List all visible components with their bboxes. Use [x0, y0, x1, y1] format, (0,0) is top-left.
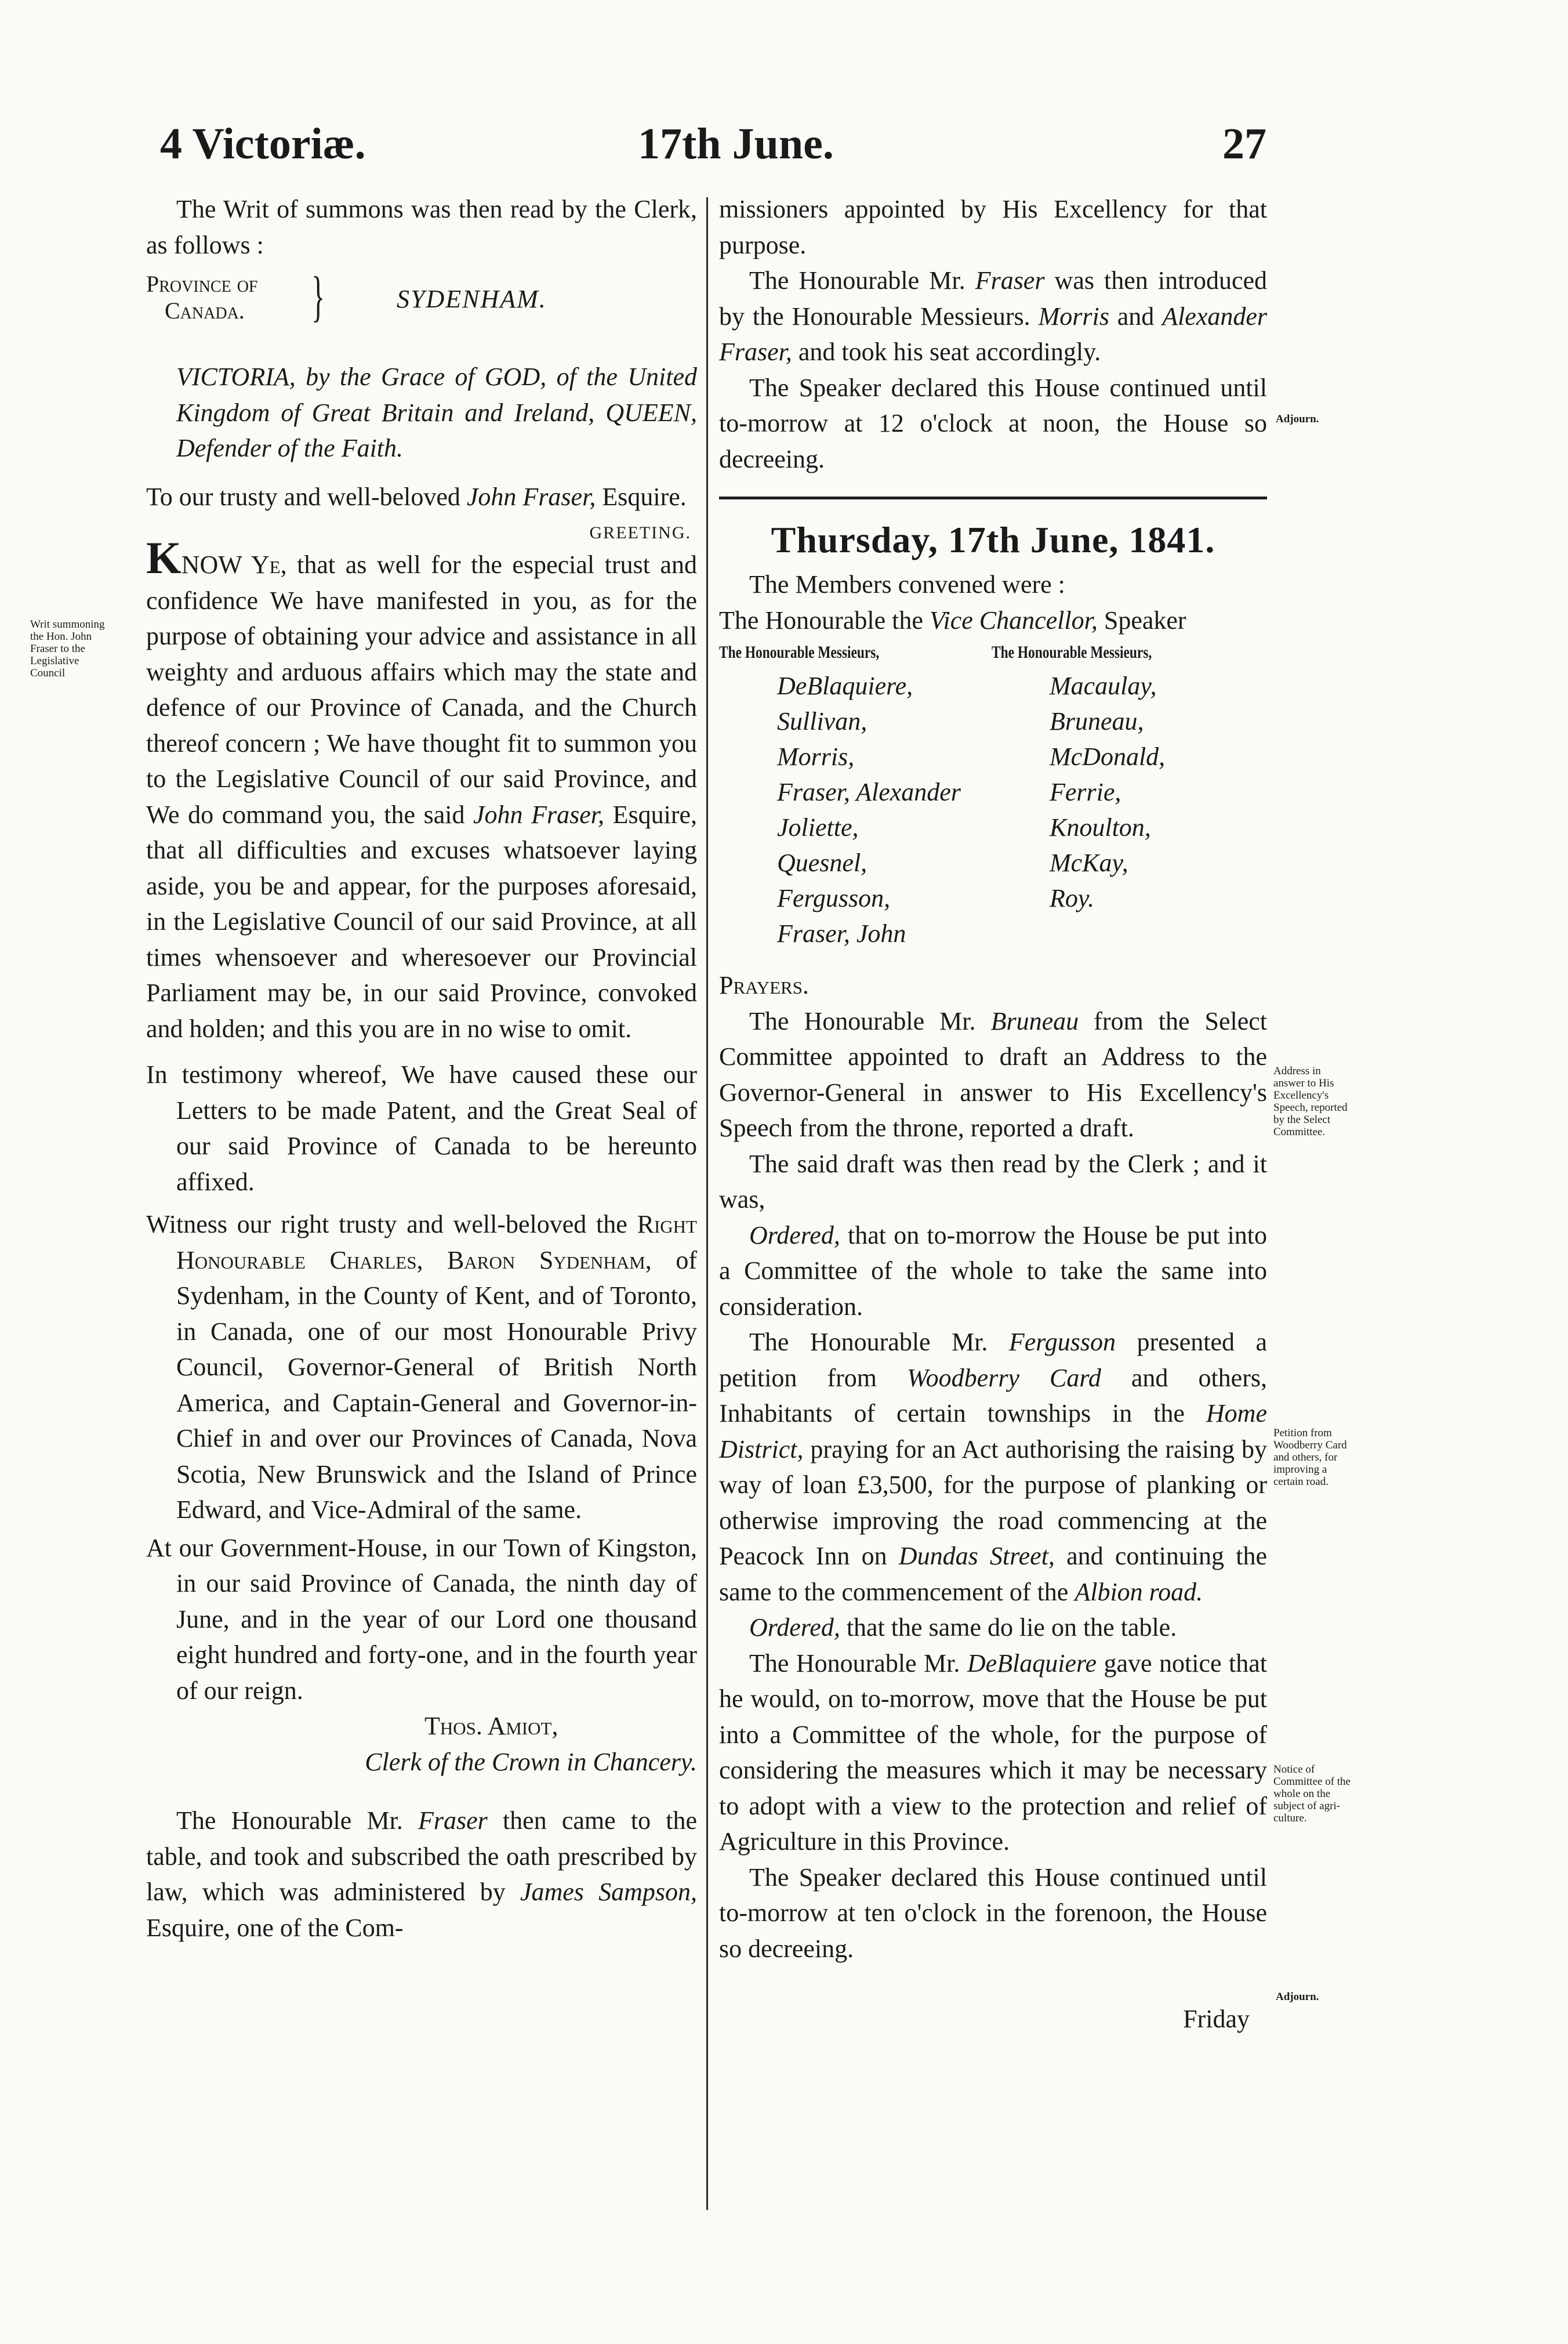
- left-column: [146, 191, 697, 1946]
- members-col-left: [777, 668, 961, 951]
- petition-paragraph: The Honourable Mr. Fergusson presented a petition from Woodberry Card and others, Inhabitants of certain townships in the Home District, praying for an Act authorising the raising by way of loan £3,500, for the purpose of planking or otherwise improving the road commencing at the Peacock Inn on Dundas Street, and continuing the same to the commencement of the Albion road.: [719, 1328, 1268, 1606]
- running-head-left: 4 Victoriæ.: [160, 119, 366, 168]
- running-head-date: 17th June.: [638, 119, 834, 168]
- members-list: [719, 638, 1267, 963]
- section-rule: [719, 497, 1267, 499]
- greeting: GREETING.: [589, 523, 691, 542]
- member-name: Macaulay,: [1050, 672, 1157, 700]
- catchword: Friday: [1183, 2005, 1250, 2033]
- member-name: Morris,: [777, 742, 855, 771]
- addressee-name: John Fraser,: [466, 482, 596, 511]
- member-name: Knoulton,: [1050, 813, 1151, 842]
- margin-note-writ: Writ summoning the Hon. John Fraser to the Legislative Council: [30, 618, 105, 679]
- oath-paragraph: The Honourable Mr. Fraser then came to the table, and took and subscribed the oath prescribed by law, which was administered by James Sampson, Esquire, one of the Com-: [146, 1806, 698, 1942]
- member-name: Joliette,: [777, 813, 859, 842]
- province-label: Province of Canada.: [146, 271, 258, 324]
- adjournment-paragraph-2: The Speaker declared this House continued until to-morrow at ten o'clock in the forenoon, the House so decreeing.: [719, 1863, 1267, 1963]
- members-head-right: The Honourable Messieurs,: [992, 643, 1152, 662]
- prayers: Prayers.: [719, 971, 809, 999]
- writ-intro: The Writ of summons was then read by the Clerk, as follows :: [146, 195, 697, 259]
- member-name: Fraser, Alexander: [777, 778, 961, 806]
- member-name: McKay,: [1050, 849, 1128, 877]
- margin-note-adjourn-1: Adjourn.: [1276, 413, 1319, 425]
- government-house-clause: At our Government-House, in our Town of Kingston, in our said Province of Canada, the ninth day of June, and in the year of our Lord one thousand eight hundred and forty-one, and in the fourth year of our reign.: [146, 1533, 697, 1705]
- victoria-style: VICTORIA, by the Grace of GOD, of the United Kingdom of Great Britain and Ireland, QUEEN, Defender of the Faith.: [176, 363, 697, 462]
- witness-clause: Witness our right trusty and well-beloved the Right Honourable Charles, Baron Sydenham, of Sydenham, in the County of Kent, and of Toronto, in Canada, one of our most Honourable Privy Council, Governor-General of British North America, and Captain-General and Governor-in-Chief in and over our Provinces of Canada, Nova Scotia, New Brunswick and the Island of Prince Edward, and Vice-Admiral of the same.: [146, 1210, 697, 1524]
- member-name: McDonald,: [1050, 742, 1166, 771]
- sitting-date-heading: Thursday, 17th June, 1841.: [771, 519, 1215, 560]
- margin-note-adjourn-2: Adjourn.: [1276, 1991, 1319, 2003]
- commissioners-continued: missioners appointed by His Excellency for that purpose.: [719, 195, 1267, 259]
- testimony-clause: In testimony whereof, We have caused these our Letters to be made Patent, and the Great Seal of our said Province of Canada to be hereunto affixed.: [146, 1060, 697, 1196]
- member-name: Roy.: [1050, 884, 1094, 912]
- introduction-paragraph: The Honourable Mr. Fraser was then introduced by the Honourable Messieurs. Morris and Alexander Fraser, and took his seat accordingly.: [719, 266, 1268, 366]
- page-number: 27: [1222, 119, 1266, 168]
- members-col-right: [1050, 668, 1165, 916]
- members-convened: The Members convened were :: [749, 570, 1065, 599]
- draft-read-paragraph: The said draft was then read by the Clerk ; and it was,: [719, 1149, 1267, 1213]
- ordered-committee-paragraph: Ordered, that on to-morrow the House be put into a Committee of the whole to take the same into consideration.: [719, 1220, 1267, 1321]
- speaker-line: The Honourable the Vice Chancellor, Speaker: [719, 606, 1186, 635]
- adjournment-paragraph-1: The Speaker declared this House continued until to-morrow at 12 o'clock at noon, the House so decreeing.: [719, 373, 1267, 473]
- ordered-table-paragraph: Ordered, that the same do lie on the table.: [749, 1613, 1177, 1642]
- governor-signatory: SYDENHAM.: [397, 285, 547, 313]
- signatory-title: Clerk of the Crown in Chancery.: [365, 1747, 697, 1776]
- know-ye-paragraph: KNOW Ye, that as well for the especial trust and confidence We have manifested in you, as for the purpose of obtaining your advice and assistance in all weighty and arduous affairs which may the state and defence of our Province of Canada, and the Church thereof concern ; We have thought fit to summon you to the Legislative Council of our said Province, and We do command you, the said John Fraser, Esquire, that all difficulties and excuses whatsoever laying aside, you be and appear, for the purposes aforesaid, in the Legislative Council of our said Province, at all times whensoever and wheresoever our Provincial Parliament may be, in our said Province, convoked and holden; and this you are in no wise to omit.: [146, 532, 697, 1043]
- drop-initial: K: [146, 532, 182, 583]
- member-name: Ferrie,: [1050, 778, 1121, 806]
- member-name: Fraser, John: [777, 919, 906, 948]
- right-column: [719, 191, 1267, 2037]
- notice-paragraph: The Honourable Mr. DeBlaquiere gave notice that he would, on to-morrow, move that the House be put into a Committee of the whole, for the purpose of considering the measures which it may be necessary to adopt with a view to the protection and relief of Agriculture in this Province.: [719, 1649, 1268, 1856]
- province-block: [146, 265, 697, 358]
- signatory-amiot: Thos. Amiot,: [424, 1712, 558, 1740]
- margin-note-petition: Petition from Woodberry Card and others, for improving a certain road.: [1273, 1427, 1347, 1488]
- member-name: Sullivan,: [777, 707, 868, 736]
- column-divider: [706, 197, 708, 2210]
- member-name: Fergusson,: [777, 884, 891, 912]
- member-name: DeBlaquiere,: [777, 672, 913, 700]
- margin-note-address: Address in answer to His Excellency's Speech, reported by the Select Committee.: [1273, 1065, 1348, 1138]
- brace-icon: }: [311, 265, 325, 327]
- margin-note-notice: Notice of Committee of the whole on the subject of agri- culture.: [1273, 1763, 1351, 1824]
- addressee: To our trusty and well-beloved John Fraser, Esquire.: [146, 482, 687, 511]
- members-head-left: The Honourable Messieurs,: [719, 643, 880, 662]
- address-report-paragraph: The Honourable Mr. Bruneau from the Select Committee appointed to draft an Address to the Governor-General in answer to His Excellency's Speech from the throne, reported a draft.: [719, 1006, 1268, 1142]
- member-name: Quesnel,: [777, 849, 868, 877]
- member-name: Bruneau,: [1050, 707, 1144, 736]
